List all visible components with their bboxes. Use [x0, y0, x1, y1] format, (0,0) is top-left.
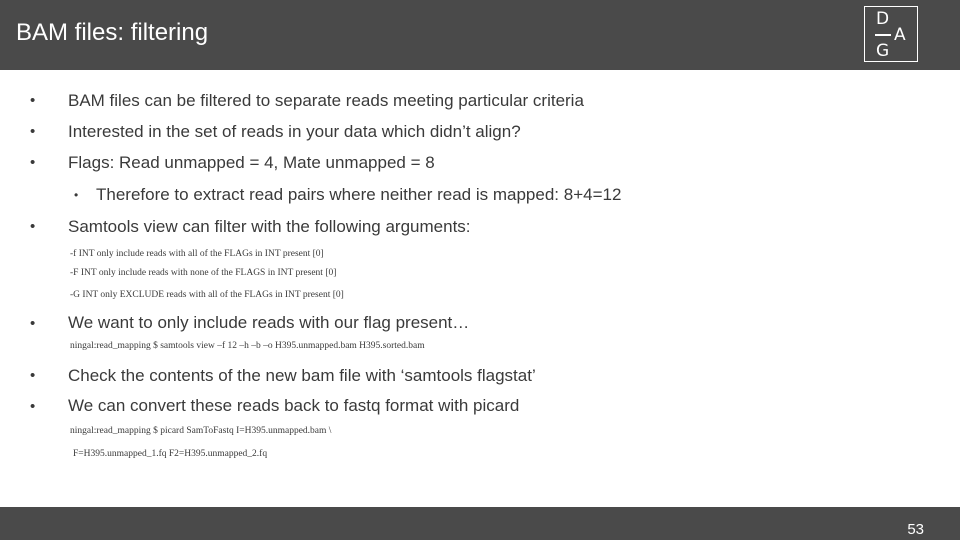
samtools-arg-line: -G INT only EXCLUDE reads with all of the FLAGs in INT present [0]: [70, 290, 344, 300]
bullet-text-7: We can convert these reads back to fastq format with picard: [68, 396, 520, 415]
bullet-text-2: Interested in the set of reads in your data which didn’t align?: [68, 122, 521, 141]
logo-bar: [875, 34, 891, 36]
slide-title: BAM files: filtering: [16, 19, 209, 46]
dag-logo: [864, 6, 918, 62]
bullet-marker: •: [30, 123, 36, 140]
slide-header: [0, 0, 960, 70]
bullet-text-6: Check the contents of the new bam file with ‘samtools flagstat’: [68, 366, 536, 385]
command-line: F=H395.unmapped_1.fq F2=H395.unmapped_2.fq: [73, 449, 268, 459]
slide-footer: [0, 507, 960, 540]
page-number: 53: [907, 521, 924, 538]
bullet-text-1: BAM files can be filtered to separate reads meeting particular criteria: [68, 91, 584, 110]
command-line: ningal:read_mapping $ samtools view –f 12 –h –b –o H395.unmapped.bam H395.sorted.bam: [70, 341, 425, 351]
logo-letter-d: D: [876, 9, 890, 29]
sub-bullet-marker: •: [74, 188, 79, 202]
sub-bullet-text: Therefore to extract read pairs where neither read is mapped: 8+4=12: [96, 185, 622, 204]
bullet-text-5: We want to only include reads with our flag present…: [68, 313, 470, 332]
bullet-marker: •: [30, 398, 36, 415]
bullet-text-4: Samtools view can filter with the following arguments:: [68, 217, 471, 236]
bullet-marker: •: [30, 154, 36, 171]
logo-letter-g: G: [876, 41, 890, 61]
samtools-arg-line: -F INT only include reads with none of the FLAGS in INT present [0]: [70, 268, 337, 278]
samtools-arg-line: -f INT only include reads with all of the FLAGs in INT present [0]: [70, 249, 324, 259]
command-line: ningal:read_mapping $ picard SamToFastq I=H395.unmapped.bam \: [70, 426, 332, 436]
bullet-marker: •: [30, 315, 36, 332]
bullet-marker: •: [30, 92, 36, 109]
bullet-marker: •: [30, 367, 36, 384]
bullet-text-3: Flags: Read unmapped = 4, Mate unmapped = 8: [68, 153, 435, 172]
bullet-marker: •: [30, 218, 36, 235]
logo-letter-a: A: [894, 25, 906, 45]
